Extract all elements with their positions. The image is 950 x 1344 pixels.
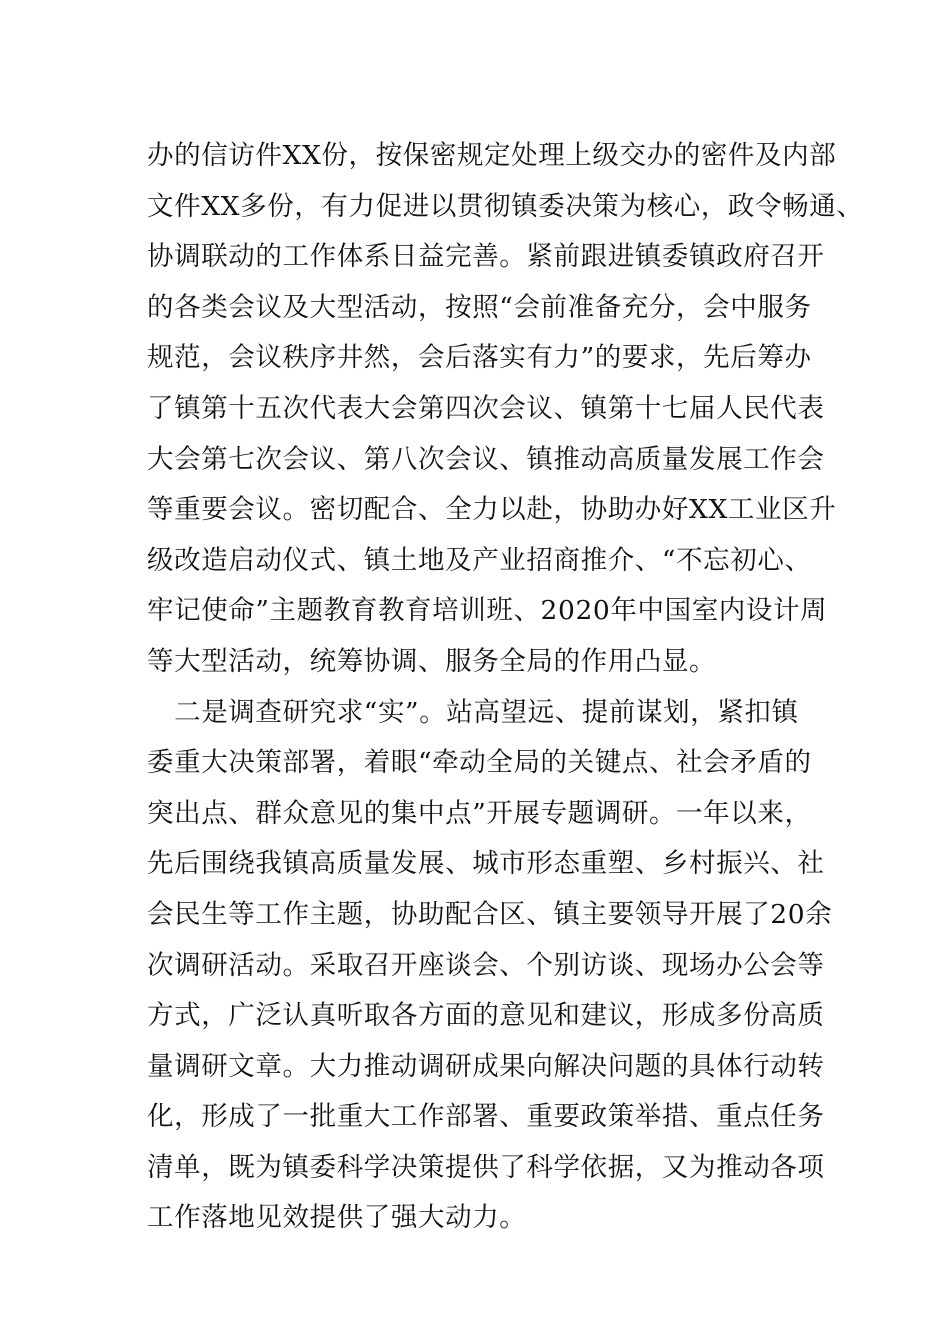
text-line: 量调研文章。大力推动调研成果向解决问题的具体行动转 — [147, 1050, 825, 1082]
text-line: 等重要会议。密切配合、全力以赴，协助办好XX工业区升 — [147, 494, 837, 526]
text-line: 办的信访件XX份，按保密规定处理上级交办的密件及内部 — [147, 140, 837, 171]
text-line: 先后围绕我镇高质量发展、城市形态重塑、乡村振兴、社 — [147, 848, 825, 880]
text-line: 协调联动的工作体系日益完善。紧前跟进镇委镇政府召开 — [147, 241, 825, 273]
text-line: 等大型活动，统筹协调、服务全局的作用凸显。 — [147, 645, 717, 677]
text-line: 突出点、群众意见的集中点”开展专题调研。一年以来， — [147, 797, 812, 829]
body-text — [147, 131, 864, 1244]
text-line: 牢记使命”主题教育教育培训班、2020年中国室内设计周 — [147, 595, 828, 627]
text-line: 大会第七次会议、第八次会议、镇推动高质量发展工作会 — [147, 443, 825, 475]
text-line: 规范，会议秩序井然，会后落实有力”的要求，先后筹办 — [147, 342, 812, 374]
text-line: 化，形成了一批重大工作部署、重要政策举措、重点任务 — [147, 1101, 825, 1133]
text-line: 级改造启动仪式、镇土地及产业招商推介、“不忘初心、 — [147, 544, 812, 576]
text-line: 清单，既为镇委科学决策提供了科学依据，又为推动各项 — [147, 1151, 825, 1183]
text-line: 的各类会议及大型活动，按照“会前准备充分，会中服务 — [147, 291, 812, 323]
text-line: 委重大决策部署，着眼“牵动全局的关键点、社会矛盾的 — [147, 747, 812, 779]
text-line: 文件XX多份，有力促进以贯彻镇委决策为核心，政令畅通、 — [147, 190, 864, 222]
text-line: 方式，广泛认真听取各方面的意见和建议，形成多份高质 — [147, 1000, 825, 1032]
text-line: 工作落地见效提供了强大动力。 — [147, 1202, 527, 1234]
text-line: 了镇第十五次代表大会第四次会议、镇第十七届人民代表 — [147, 392, 825, 424]
text-line: 次调研活动。采取召开座谈会、个别访谈、现场办公会等 — [147, 949, 825, 981]
text-line: 会民生等工作主题，协助配合区、镇主要领导开展了20余 — [147, 898, 833, 930]
text-line: 二是调查研究求“实”。站高望远、提前谋划，紧扣镇 — [147, 696, 799, 728]
